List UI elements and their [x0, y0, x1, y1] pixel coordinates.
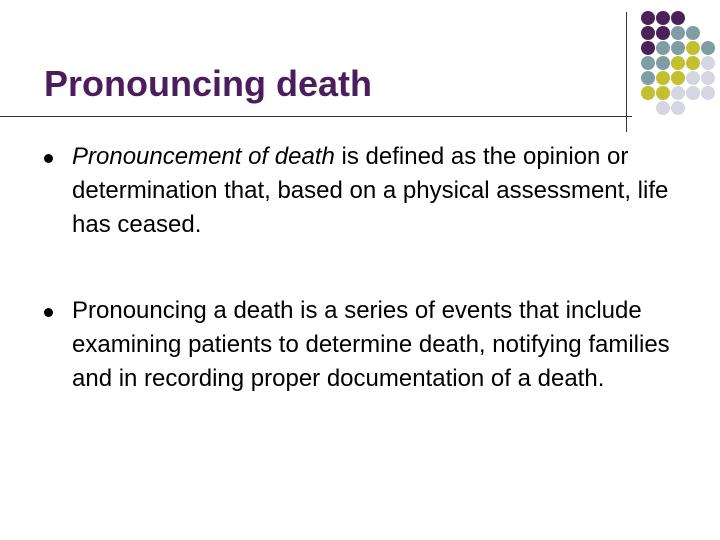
decorative-dot-teal	[656, 41, 670, 55]
bullet-text: is defined as the opinion or determination that, based on a physical assessment, life has ceased.	[72, 143, 669, 238]
decorative-dot-purple	[641, 11, 655, 25]
decorative-dot-olive	[686, 41, 700, 55]
decorative-dot-olive	[656, 71, 670, 85]
decorative-dot-purple	[641, 41, 655, 55]
bullet-icon	[44, 154, 53, 163]
decorative-dot-lavender	[671, 101, 685, 115]
bullet-text: Pronouncing a death is a series of events that include examining patients to determine death, notifying families and in recording proper documentation of a death.	[72, 297, 670, 392]
decorative-dot-lavender	[701, 56, 715, 70]
decorative-dot-olive	[656, 86, 670, 100]
decorative-dot-olive	[686, 56, 700, 70]
bullet-list	[44, 140, 694, 396]
decorative-dot-olive	[671, 56, 685, 70]
decorative-dot-teal	[641, 71, 655, 85]
vertical-divider	[626, 12, 627, 132]
decorative-dot-olive	[641, 86, 655, 100]
decorative-dot-lavender	[671, 86, 685, 100]
decorative-dot-teal	[671, 41, 685, 55]
decorative-dot-lavender	[686, 86, 700, 100]
bullet-icon	[44, 308, 53, 317]
decorative-dot-purple	[671, 11, 685, 25]
decorative-dot-teal	[656, 56, 670, 70]
decorative-dot-lavender	[701, 86, 715, 100]
decorative-dot-lavender	[656, 101, 670, 115]
slide-title: Pronouncing death	[44, 63, 372, 104]
horizontal-divider	[0, 116, 632, 117]
decorative-dot-lavender	[701, 71, 715, 85]
decorative-dot-purple	[641, 26, 655, 40]
decorative-dot-olive	[671, 71, 685, 85]
decorative-dot-purple	[656, 26, 670, 40]
bullet-emphasis: Pronouncement of death	[72, 143, 335, 170]
decorative-dot-teal	[686, 26, 700, 40]
decorative-dot-lavender	[686, 71, 700, 85]
decorative-dot-teal	[671, 26, 685, 40]
decorative-dot-purple	[656, 11, 670, 25]
bullet-item-pronouncement-definition	[44, 140, 694, 242]
decorative-dot-teal	[701, 41, 715, 55]
decorative-dot-teal	[641, 56, 655, 70]
bullet-item-pronouncing-process	[44, 294, 694, 396]
